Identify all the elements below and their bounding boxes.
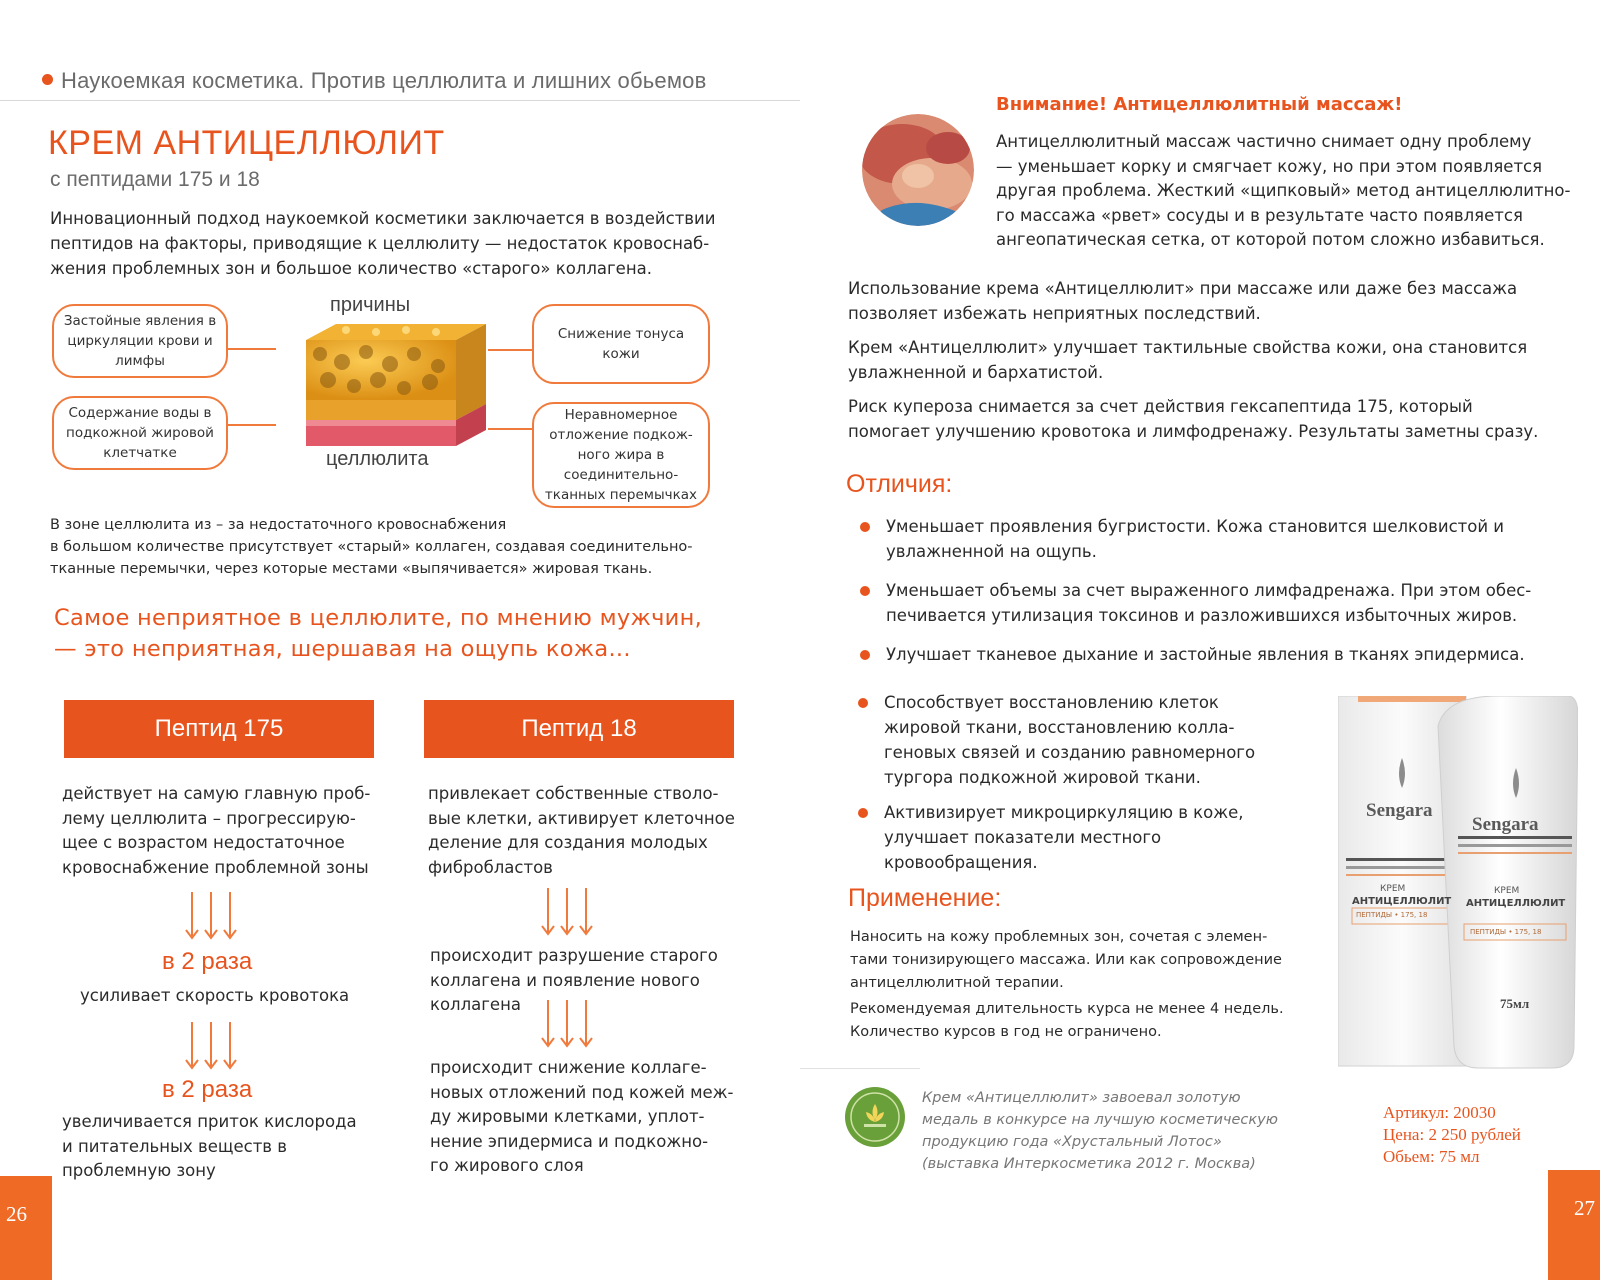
- diagram-top-label: причины: [330, 294, 411, 316]
- peptide-18-result-1: происходит разрушение старого коллагена и появление нового коллагена: [430, 946, 718, 1014]
- difference-item: [886, 642, 1525, 667]
- product-peptides-box: ПЕПТИДЫ • 175, 18: [1356, 911, 1428, 919]
- cellulite-zone-text: [50, 514, 750, 580]
- difference-item: [886, 578, 1531, 628]
- product-volume-label: 75мл: [1500, 996, 1530, 1011]
- page-subtitle: с пептидами 175 и 18: [50, 168, 260, 191]
- section-header: [42, 68, 707, 94]
- page-number: 27: [1574, 1196, 1595, 1220]
- cause-box-water-content: Содержание воды в подкожной жировой клетчатке: [52, 396, 228, 470]
- product-brand-box: Sengara: [1366, 800, 1433, 821]
- award-divider: [800, 1068, 920, 1069]
- peptide-175-factor-1: в 2 раза: [162, 948, 253, 975]
- connector-line: [228, 424, 276, 426]
- connector-line: [488, 428, 532, 430]
- difference-item: [886, 514, 1504, 564]
- connector-line: [228, 348, 276, 350]
- diagram-bottom-label: целлюлита: [326, 448, 429, 470]
- differences-heading: Отличия:: [846, 470, 953, 498]
- cause-box-fat-deposit: Неравномерное отложение подкож-ного жира в соединительно-тканных перемычках: [532, 402, 710, 508]
- intro-line: жения проблемных зон и большое количество «старого» коллагена.: [50, 259, 652, 278]
- application-duration: Рекомендуемая длительность курса не менее 4 недель. Количество курсов в год не ограничено.: [850, 1001, 1284, 1040]
- paragraph-tactile: Крем «Антицеллюлит» улучшает тактильные свойства кожи, она становится увлажненной и бархатистой.: [848, 338, 1528, 382]
- intro-paragraph: [50, 206, 760, 281]
- product-volume: Обьем: 75 мл: [1383, 1147, 1480, 1166]
- zone-text-line: в большом количестве присутствует «старый» коллаген, создавая соединительно-: [50, 539, 693, 555]
- zone-text-line: тканные перемычки, через которые местами «выпячивается» жировая ткань.: [50, 561, 653, 577]
- crystal-lotus-medal-icon: [844, 1086, 906, 1148]
- quote-line: — это неприятная, шершавая на ощупь кожа...: [54, 636, 631, 662]
- award-text: Крем «Антицеллюлит» завоевал золотую медаль в конкурсе на лучшую косметическую продукцию года «Хрустальный Лотос» (выставка Интеркосметика 2012 г. Москва): [922, 1090, 1278, 1172]
- intro-line: Инновационный подход наукоемкой косметики заключается в воздействии: [50, 209, 716, 228]
- difference-text: Улучшает тканевое дыхание и застойные явления в тканях эпидермиса.: [886, 645, 1525, 664]
- cellulite-skin-illustration: [306, 322, 488, 446]
- page-number: 26: [6, 1202, 27, 1226]
- quote-line: Самое неприятное в целлюлите, по мнению мужчин,: [54, 605, 703, 631]
- product-info: [1383, 1102, 1521, 1168]
- product-name-tube-line1: КРЕМ: [1494, 886, 1520, 896]
- warning-title: Внимание! Антицеллюлитный массаж!: [996, 94, 1403, 115]
- product-name-box-line1: КРЕМ: [1380, 884, 1406, 894]
- difference-text: Уменьшает объемы за счет выраженного лимфадренажа. При этом обес- печивается утилизация токсинов и разложившихся избыточных жиров.: [886, 581, 1532, 625]
- application-heading: Применение:: [848, 884, 1002, 912]
- difference-text: Активизирует микроциркуляцию в коже, улучшает показатели местного кровообращения.: [884, 803, 1244, 872]
- paragraph-usage: Использование крема «Антицеллюлит» при массаже или даже без массажа позволяет избежать неприятных последствий.: [848, 279, 1518, 323]
- bullet-dot: [858, 808, 868, 818]
- difference-item: [884, 800, 1244, 875]
- cause-box-skin-tone: Снижение тонуса кожи: [532, 304, 710, 384]
- down-arrows-icon: [184, 1020, 238, 1074]
- massage-photo: [862, 114, 974, 226]
- page-title: КРЕМ АНТИЦЕЛЛЮЛИТ: [48, 124, 445, 162]
- peptide-175-header: Пептид 175: [64, 700, 374, 758]
- bullet-dot: [860, 650, 870, 660]
- page-number-tab: [1548, 1170, 1600, 1280]
- connector-line: [488, 349, 532, 351]
- difference-text: Способствует восстановлению клеток жировой ткани, восстановлению колла- геновых связей и созданию равномерного тургора подкожной жировой ткани.: [884, 693, 1256, 787]
- intro-line: пептидов на факторы, приводящие к целлюлиту — недостаток кровоснаб-: [50, 234, 710, 253]
- peptide-175-factor-2: в 2 раза: [162, 1076, 253, 1103]
- header-divider: [0, 100, 800, 101]
- paragraph-couperose: Риск купероза снимается за счет действия гексапептида 175, который помогает улучшению кровотока и лимфодренажу. Результаты заметны сразу.: [848, 397, 1539, 441]
- bullet-dot: [858, 698, 868, 708]
- peptide-18-description: привлекает собственные стволо- вые клетки, активирует клеточное деление для создания молодых фибробластов: [428, 784, 735, 877]
- down-arrows-icon: [184, 890, 238, 944]
- bullet-dot: [860, 522, 870, 532]
- warning-text: Антицеллюлитный массаж частично снимает одну проблему — уменьшает корку и смягчает кожу, но при этом появляется другая проблема. Жесткий «щипковый» метод антицеллюлитно- го массажа «рвет» сосуды и в результате часто появляется ангеопатическая сетка, от которой потом сложно избавиться.: [996, 132, 1571, 249]
- page-number-tab: [0, 1176, 52, 1280]
- difference-item: [884, 690, 1255, 790]
- section-header-text: Наукоемкая косметика. Против целлюлита и лишних обьемов: [61, 68, 707, 93]
- highlight-quote: [54, 603, 794, 665]
- cause-box-blood-lymph: Застойные явления в циркуляции крови и лимфы: [52, 304, 228, 378]
- product-packshot: [1338, 696, 1578, 1086]
- peptide-175-result-2: увеличивается приток кислорода и питательных веществ в проблемную зону: [62, 1112, 357, 1180]
- zone-text-line: В зоне целлюлита из – за недостаточного кровоснабжения: [50, 517, 507, 533]
- bullet-dot: [42, 74, 53, 85]
- product-article: Артикул: 20030: [1383, 1103, 1496, 1122]
- down-arrows-icon: [540, 886, 594, 940]
- product-price: Цена: 2 250 рублей: [1383, 1125, 1521, 1144]
- application-text: Наносить на кожу проблемных зон, сочетая с элемен- тами тонизирующего массажа. Или как сопровождение антицеллюлитной терапии.: [850, 929, 1282, 991]
- bullet-dot: [860, 586, 870, 596]
- product-peptides-tube: ПЕПТИДЫ • 175, 18: [1470, 928, 1542, 936]
- product-name-tube-line2: АНТИЦЕЛЛЮЛИТ: [1466, 898, 1566, 909]
- down-arrows-icon: [540, 998, 594, 1052]
- peptide-175-description: действует на самую главную проб- лему целлюлита – прогрессирую- щее с возрастом недостаточное кровоснабжение проблемной зоны: [62, 784, 371, 877]
- product-brand-tube: Sengara: [1472, 814, 1539, 835]
- peptide-175-result-1: усиливает скорость кровотока: [80, 986, 350, 1005]
- difference-text: Уменьшает проявления бугристости. Кожа становится шелковистой и увлажненной на ощупь.: [886, 517, 1505, 561]
- peptide-18-header: Пептид 18: [424, 700, 734, 758]
- product-name-box-line2: АНТИЦЕЛЛЮЛИТ: [1352, 896, 1452, 907]
- peptide-18-result-2: происходит снижение коллаге- новых отложений под кожей меж- ду жировыми клетками, уплот- нение эпидермиса и подкожно- го жирового слоя: [430, 1058, 734, 1175]
